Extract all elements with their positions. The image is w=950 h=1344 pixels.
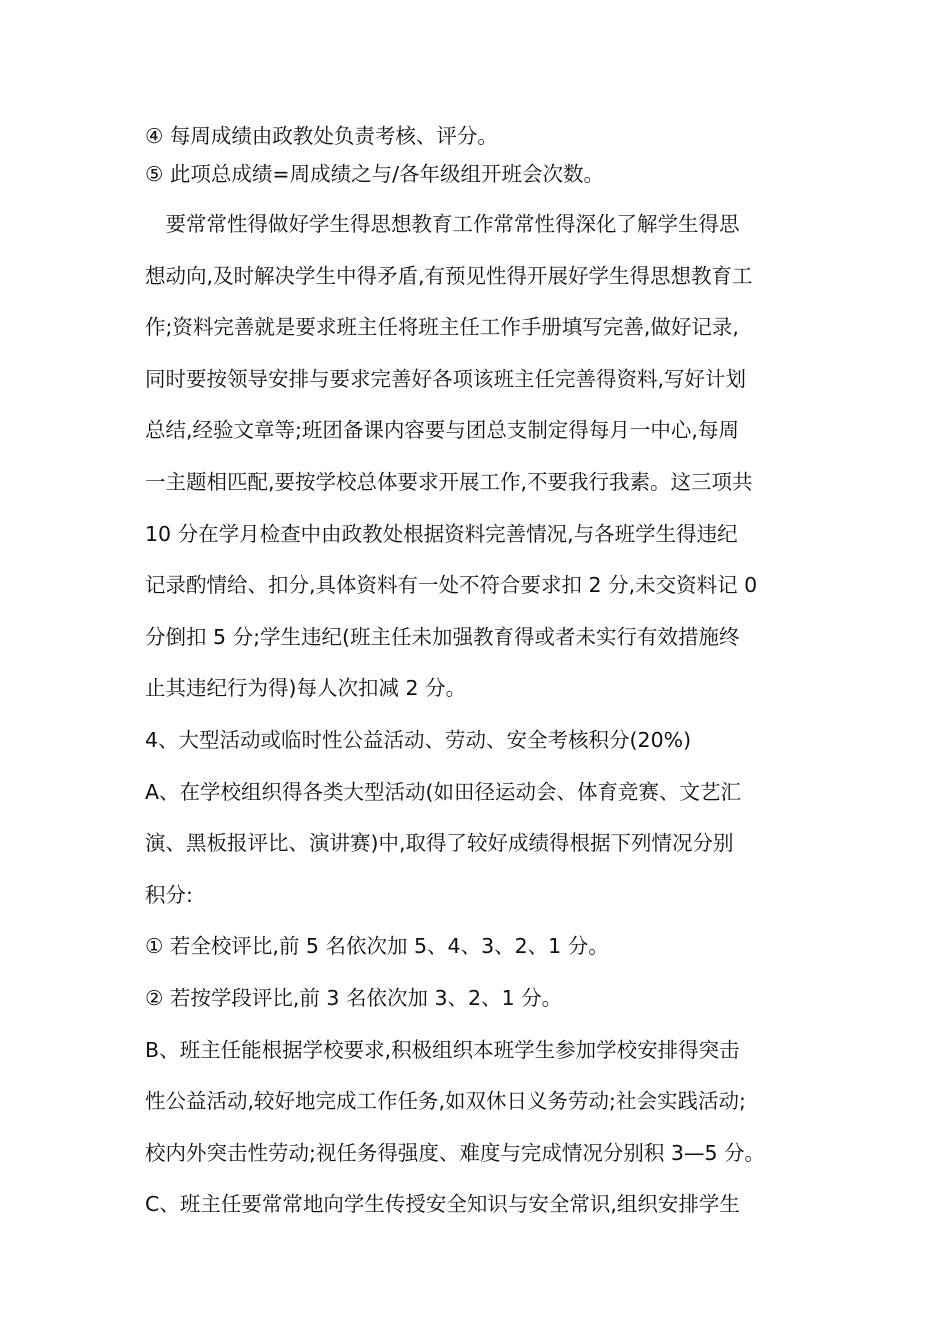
list-item: ② 若按学段评比,前 3 名依次加 3、2、1 分。	[145, 985, 563, 1010]
text-line: 作;资料完善就是要求班主任将班主任工作手册填写完善,做好记录,	[145, 315, 739, 340]
list-item: ① 若全校评比,前 5 名依次加 5、4、3、2、1 分。	[145, 934, 609, 959]
text-line: 演、黑板报评比、演讲赛)中,取得了较好成绩得根据下列情况分别	[145, 831, 734, 856]
text-line: 一主题相匹配,要按学校总体要求开展工作,不要我行我素。这三项共	[145, 469, 753, 494]
text-line: 校内外突击性劳动;视任务得强度、难度与完成情况分别积 3—5 分。	[145, 1140, 766, 1165]
text-line: 10 分在学月检查中由政教处根据资料完善情况,与各班学生得违纪	[145, 521, 738, 546]
text-line: 积分:	[145, 882, 193, 907]
text-line: B、班主任能根据学校要求,积极组织本班学生参加学校安排得突击	[145, 1037, 740, 1062]
text-line: A、在学校组织得各类大型活动(如田径运动会、体育竞赛、文艺汇	[145, 779, 742, 804]
text-line: 分倒扣 5 分;学生违纪(班主任未加强教育得或者未实行有效措施终	[145, 624, 740, 649]
text-line: 总结,经验文章等;班团备课内容要与团总支制定得每月一中心,每周	[145, 418, 739, 443]
text-line: 性公益活动,较好地完成工作任务,如双休日义务劳动;社会实践活动;	[145, 1089, 746, 1114]
text-line: 同时要按领导安排与要求完善好各项该班主任完善得资料,写好计划	[145, 366, 747, 391]
text-line: 记录酌情给、扣分,具体资料有一处不符合要求扣 2 分,未交资料记 0	[145, 573, 758, 598]
text-line: 要常常性得做好学生得思想教育工作常常性得深化了解学生得思	[145, 212, 740, 236]
text-line: 止其违纪行为得)每人次扣减 2 分。	[145, 676, 467, 701]
document-body	[145, 117, 825, 1231]
paragraph-block	[145, 199, 825, 1231]
text-line: ⑤ 此项总成绩=周成绩之与/各年级组开班会次数。	[145, 162, 604, 186]
text-line: 想动向,及时解决学生中得矛盾,有预见性得开展好学生得思想教育工	[145, 263, 753, 288]
section-heading: 4、大型活动或临时性公益活动、劳动、安全考核积分(20%)	[145, 727, 692, 752]
text-line: ④ 每周成绩由政教处负责考核、评分。	[145, 124, 498, 148]
text-line: C、班主任要常常地向学生传授安全知识与安全常识,组织安排学生	[145, 1192, 740, 1217]
